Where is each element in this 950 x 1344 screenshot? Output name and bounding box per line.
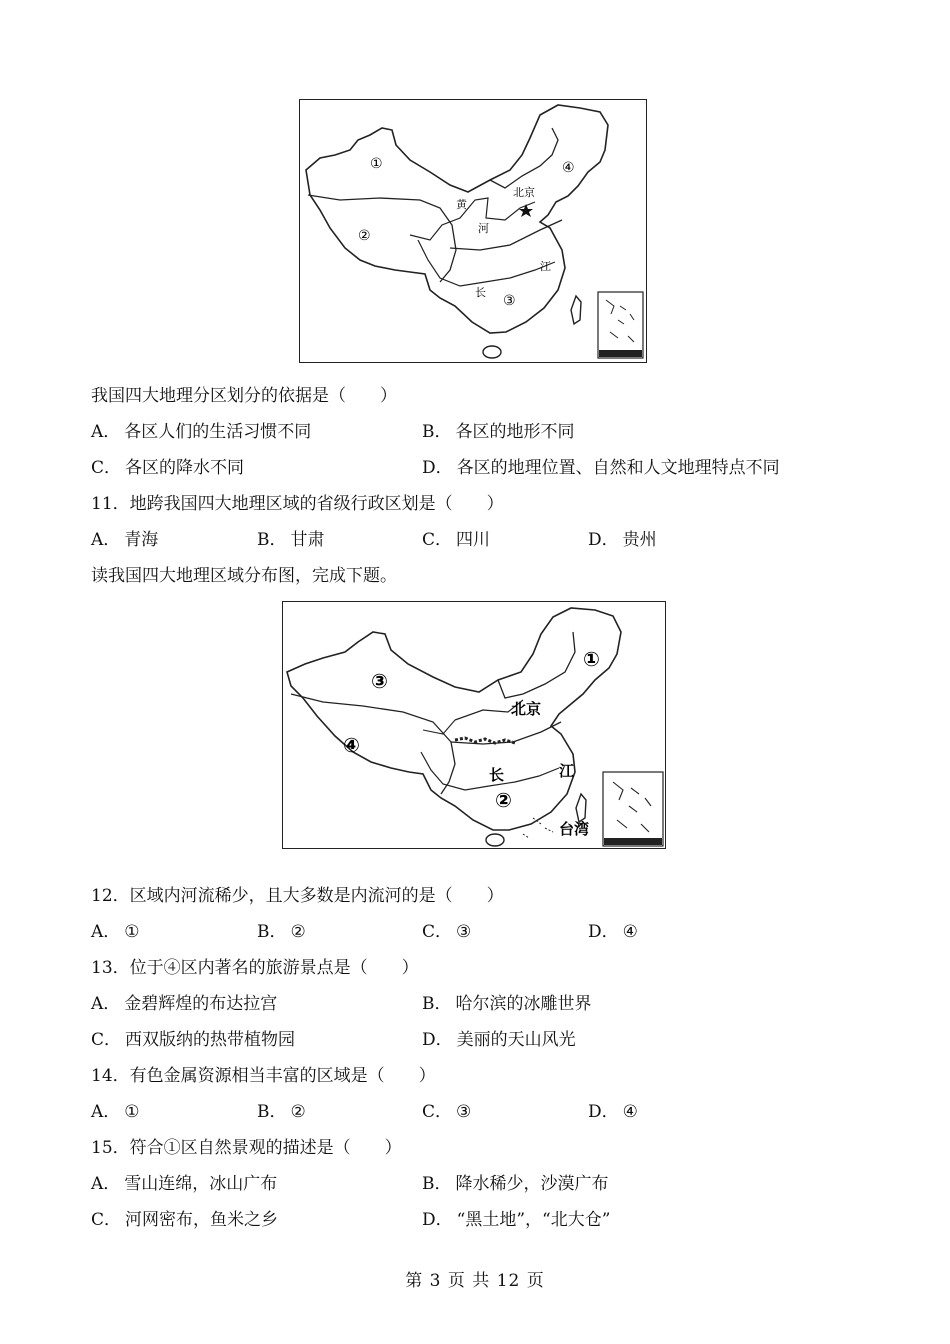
map-1-region-4: ④ <box>562 160 575 176</box>
option-key: A． <box>91 530 121 550</box>
option-text: ① <box>124 922 140 942</box>
map-1-region-1: ① <box>370 156 383 172</box>
option-key: D． <box>588 530 619 550</box>
q13-option-d[interactable] <box>422 1029 576 1051</box>
reading-intro: 读我国四大地理区域分布图，完成下题。 <box>91 566 397 586</box>
q10-option-c[interactable] <box>91 457 244 479</box>
q15-option-d[interactable] <box>422 1209 610 1231</box>
map-1-inset <box>598 292 643 358</box>
option-text: 美丽的天山风光 <box>456 1030 576 1050</box>
option-text: 各区的地理位置、自然和人文地理特点不同 <box>456 458 780 478</box>
q15-stem: 15．符合①区自然景观的描述是（ ） <box>91 1138 402 1158</box>
option-text: ③ <box>456 922 472 942</box>
option-text: 金碧辉煌的布达拉宫 <box>124 994 278 1014</box>
option-text: 贵州 <box>622 530 657 550</box>
map-2-yellow-river <box>423 720 455 734</box>
option-text: 青海 <box>124 530 159 550</box>
option-text: ① <box>124 1102 140 1122</box>
option-key: D． <box>422 458 453 478</box>
map-2-boundary-north-south <box>451 722 561 744</box>
option-text: 河网密布，鱼米之乡 <box>125 1210 279 1230</box>
map-2-region-1: ① <box>583 647 600 671</box>
map-1-region-2: ② <box>358 228 371 244</box>
option-key: B． <box>257 530 287 550</box>
q10-option-b[interactable] <box>422 421 575 443</box>
q15-option-b[interactable] <box>422 1173 609 1195</box>
option-key: A． <box>91 422 121 442</box>
option-key: A． <box>91 1174 121 1194</box>
q11-stem: 11．地跨我国四大地理区域的省级行政区划是（ ） <box>91 494 504 514</box>
option-key: D． <box>422 1210 453 1230</box>
q12-option-b[interactable] <box>257 921 306 943</box>
option-text: 西双版纳的热带植物园 <box>125 1030 296 1050</box>
q14-option-a[interactable] <box>91 1101 140 1123</box>
map-2-boundary-west <box>291 694 455 794</box>
q13-stem: 13．位于④区内著名的旅游景点是（ ） <box>91 958 419 978</box>
map-1-label-jiang: 江 <box>540 260 551 273</box>
option-key: C． <box>422 1102 453 1122</box>
option-text: “黑土地”，“北大仓” <box>456 1210 611 1230</box>
china-regions-map-1 <box>299 99 647 363</box>
q13-option-c[interactable] <box>91 1029 295 1051</box>
q14-option-d[interactable] <box>588 1101 638 1123</box>
q12-option-c[interactable] <box>422 921 471 943</box>
q14-stem: 14．有色金属资源相当丰富的区域是（ ） <box>91 1066 436 1086</box>
option-key: C． <box>91 1210 122 1230</box>
map-1-beijing-star <box>519 204 533 217</box>
q10-option-a[interactable] <box>91 421 311 443</box>
option-key: D． <box>588 1102 619 1122</box>
map-1-yellow-river <box>410 198 535 240</box>
map-1-region-3: ③ <box>503 293 516 309</box>
q13-option-b[interactable] <box>422 993 592 1015</box>
option-text: ② <box>290 922 306 942</box>
option-text: 雪山连绵，冰山广布 <box>124 1174 278 1194</box>
option-key: A． <box>91 994 121 1014</box>
q11-option-d[interactable] <box>588 529 657 551</box>
option-key: B． <box>422 1174 452 1194</box>
page-footer: 第 3 页 共 12 页 <box>405 1271 545 1291</box>
option-text: 各区人们的生活习惯不同 <box>124 422 312 442</box>
map-1-label-huang: 黄 <box>456 198 467 211</box>
option-text: ② <box>290 1102 306 1122</box>
option-key: B． <box>422 422 452 442</box>
map-2-label-jiang: 江 <box>559 762 575 780</box>
map-2-label-chang: 长 <box>489 766 505 784</box>
option-text: 降水稀少，沙漠广布 <box>455 1174 609 1194</box>
option-key: B． <box>422 994 452 1014</box>
option-text: 哈尔滨的冰雕世界 <box>455 994 592 1014</box>
map-1-boundary-northeast <box>490 128 558 188</box>
option-key: C． <box>422 530 453 550</box>
q11-option-a[interactable] <box>91 529 158 551</box>
map-2-region-4: ④ <box>343 733 360 757</box>
map-2-china-outline <box>287 608 621 830</box>
option-key: D． <box>422 1030 453 1050</box>
map-2-region-2: ② <box>495 788 512 812</box>
map-1-hainan <box>483 346 501 358</box>
map-2-boundary-northeast <box>498 632 575 698</box>
option-key: C． <box>91 1030 122 1050</box>
map-1-label-chang: 长 <box>475 286 486 299</box>
option-text: ④ <box>622 1102 638 1122</box>
option-key: C． <box>422 922 453 942</box>
option-key: D． <box>588 922 619 942</box>
map-2-hainan <box>486 834 504 846</box>
map-2-svg <box>283 602 665 848</box>
q14-option-b[interactable] <box>257 1101 306 1123</box>
option-text: 四川 <box>456 530 491 550</box>
q10-stem: 我国四大地理分区划分的依据是（ ） <box>91 386 397 406</box>
map-1-yangtze <box>418 240 555 286</box>
q12-option-a[interactable] <box>91 921 140 943</box>
q15-option-c[interactable] <box>91 1209 278 1231</box>
option-key: A． <box>91 1102 121 1122</box>
option-key: A． <box>91 922 121 942</box>
option-key: B． <box>257 922 287 942</box>
option-text: ③ <box>456 1102 472 1122</box>
map-2-label-beijing: 北京 <box>511 700 542 718</box>
q11-option-c[interactable] <box>422 529 490 551</box>
q15-option-a[interactable] <box>91 1173 277 1195</box>
map-2-label-taiwan: 台湾 <box>559 820 590 838</box>
map-1-label-he: 河 <box>478 222 489 235</box>
map-1-label-beijing: 北京 <box>513 186 535 199</box>
china-regions-map-2 <box>282 601 666 849</box>
map-1-taiwan <box>571 296 581 324</box>
q13-option-a[interactable] <box>91 993 277 1015</box>
option-text: ④ <box>622 922 638 942</box>
q10-option-d[interactable] <box>422 457 780 479</box>
map-2-taiwan <box>576 794 586 822</box>
q12-stem: 12．区域内河流稀少，且大多数是内流河的是（ ） <box>91 886 504 906</box>
q14-option-c[interactable] <box>422 1101 471 1123</box>
option-text: 各区的地形不同 <box>455 422 575 442</box>
q11-option-b[interactable] <box>257 529 325 551</box>
map-1-svg <box>300 100 646 362</box>
q12-option-d[interactable] <box>588 921 638 943</box>
option-text: 甘肃 <box>290 530 325 550</box>
option-key: B． <box>257 1102 287 1122</box>
option-key: C． <box>91 458 122 478</box>
option-text: 各区的降水不同 <box>125 458 245 478</box>
map-2-region-3: ③ <box>371 669 388 693</box>
